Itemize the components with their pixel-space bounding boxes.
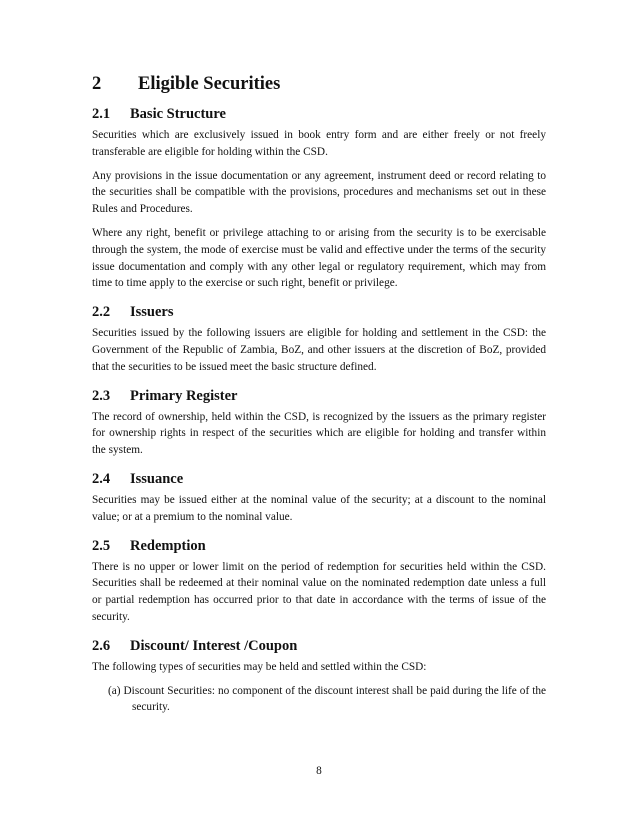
section-number: 2.1 — [92, 106, 111, 122]
section-number: 2.2 — [92, 304, 111, 321]
section-issuers — [92, 303, 546, 375]
section-primary-register — [92, 387, 546, 459]
chapter-heading — [92, 72, 546, 96]
section-heading — [92, 387, 546, 405]
section-title: Primary Register — [130, 387, 238, 404]
paragraph: There is no upper or lower limit on the period of redemption for securities held within the CSD. Securities shall be redeemed at their nominal value on the nominated redemption date unless a full or partial redemption has occurred prior to that date in accordance with the terms of issue of the security. — [92, 560, 546, 623]
section-redemption — [92, 537, 546, 626]
document-page — [92, 72, 546, 716]
paragraph: Securities may be issued either at the nominal value of the security; at a discount to the nominal value; or at a premium to the nominal value. — [92, 493, 546, 523]
section-number: 2.3 — [92, 387, 111, 404]
section-title: Issuers — [130, 304, 174, 321]
section-issuance — [92, 470, 546, 526]
section-number: 2.4 — [92, 470, 111, 487]
section-basic-structure — [92, 105, 546, 292]
paragraph: The record of ownership, held within the CSD, is recognized by the issuers as the primary register for ownership rights in respect of the securities which are eligible for holding and transfer within the system. — [92, 410, 546, 457]
section-title: Redemption — [130, 537, 206, 554]
chapter-title: Eligible Securities — [138, 74, 281, 94]
paragraph: Any provisions in the issue documentation or any agreement, instrument deed or record relating to the securities shall be compatible with the provisions, procedures and mechanisms set out in these Rules and Procedures. — [92, 169, 546, 216]
section-heading — [92, 105, 546, 123]
page-number: 8 — [316, 765, 322, 777]
section-title: Discount/ Interest /Coupon — [130, 637, 298, 654]
chapter-number: 2 — [92, 74, 102, 94]
section-number: 2.6 — [92, 637, 111, 654]
paragraph: Where any right, benefit or privilege attaching to or arising from the security is to be exercisable through the system, the mode of exercise must be valid and effective under the terms of the security issue documentation and comply with any other legal or regulatory requirement, which may from time to time apply to the exercise or such right, benefit or privilege. — [92, 226, 546, 290]
section-heading — [92, 637, 546, 655]
section-title: Basic Structure — [130, 106, 226, 122]
section-heading — [92, 303, 546, 321]
paragraph: Securities issued by the following issuers are eligible for holding and settlement in the CSD: the Government of the Republic of Zambia, BoZ, and other issuers at the discretion of BoZ, provided that the securities to be issued meet the basic structure defined. — [92, 327, 546, 373]
list-item: (a) Discount Securities: no component of the discount interest shall be paid during the life of the security. — [108, 684, 546, 714]
section-heading — [92, 470, 546, 488]
paragraph: Securities which are exclusively issued in book entry form and are either freely or not freely transferable are eligible for holding within the CSD. — [92, 129, 546, 158]
section-number: 2.5 — [92, 537, 111, 554]
section-discount-interest-coupon — [92, 637, 546, 716]
paragraph: The following types of securities may be held and settled within the CSD: — [92, 660, 427, 673]
section-heading — [92, 537, 546, 555]
section-title: Issuance — [130, 470, 184, 487]
